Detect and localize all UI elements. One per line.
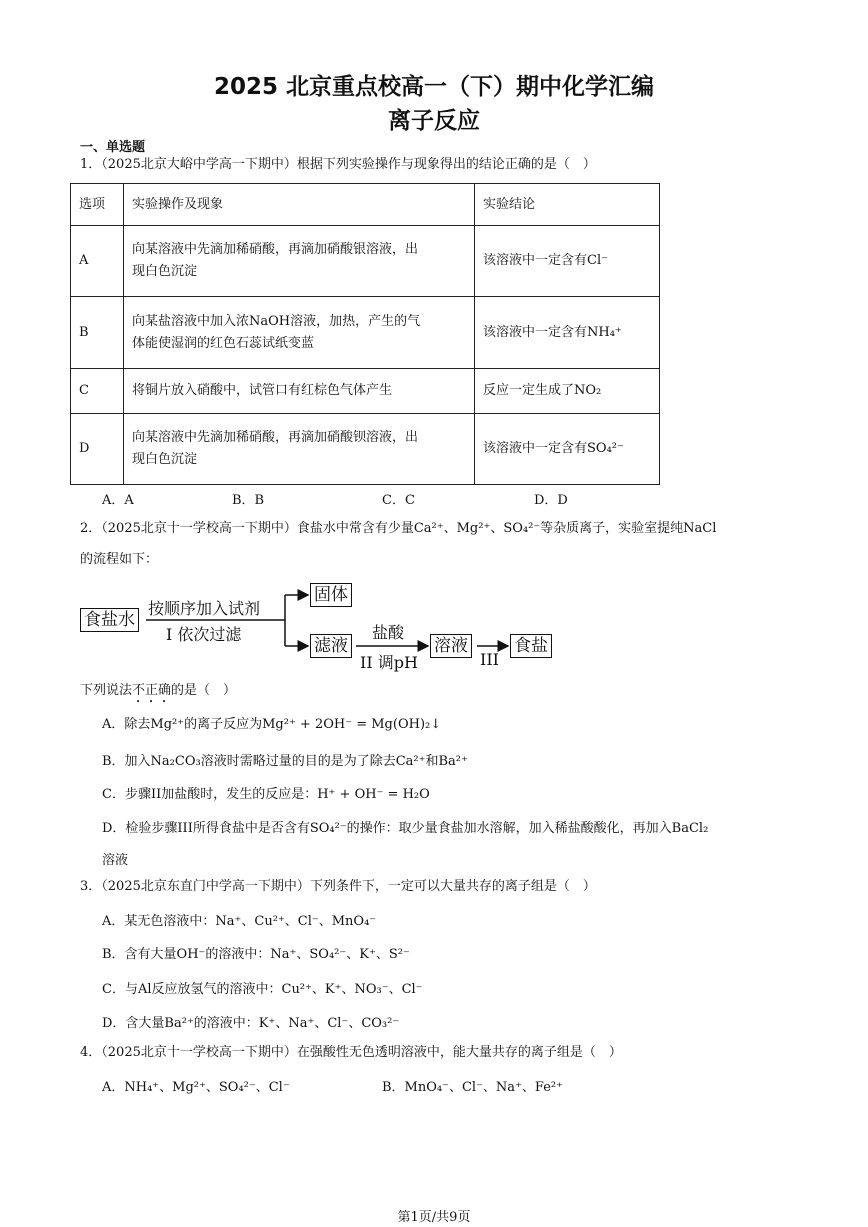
q1-table <box>70 183 660 485</box>
q1-choice: A．A <box>102 493 134 508</box>
q4-stem: 4．（2025北京十一学校高一下期中）在强酸性无色透明溶液中，能大量共存的离子组是（ ） <box>80 1045 622 1060</box>
q2-option-d-cont: 溶液 <box>102 853 129 868</box>
q2-option-a: A．除去Mg²⁺的离子反应为Mg²⁺ + 2OH⁻ = Mg(OH)₂↓ <box>102 717 442 732</box>
section-heading: 一、单选题 <box>80 140 146 155</box>
conclusion-cell: 该溶液中一定含有NH₄⁺ <box>475 297 660 369</box>
operation-line: 向某溶液中先滴加稀硝酸，再滴加硝酸钡溶液，出 <box>132 430 419 445</box>
q1-choice: B．B <box>232 493 265 508</box>
flow-start-box: 食盐水 <box>80 608 139 632</box>
flow-solid-box: 固体 <box>310 583 352 607</box>
flow-filtrate-box: 滤液 <box>310 634 352 658</box>
header-cell: 实验操作及现象 <box>124 184 475 226</box>
conclusion-cell: 该溶液中一定含有Cl⁻ <box>475 226 660 297</box>
q2-question-post: 的是（ ） <box>171 683 237 698</box>
flow-diagram <box>80 580 560 670</box>
option-cell: C <box>71 369 124 414</box>
q1-choice: D．D <box>534 493 568 508</box>
operation-cell: 将铜片放入硝酸中，试管口有红棕色气体产生 <box>124 369 475 414</box>
operation-line: 体能使湿润的红色石蕊试纸变蓝 <box>132 335 315 351</box>
q2-option-c: C．步骤II加盐酸时，发生的反应是：H⁺ + OH⁻ = H₂O <box>102 787 430 802</box>
table-row <box>71 414 660 485</box>
operation-line: 向某盐溶液中加入浓NaOH溶液，加热，产生的气 <box>132 313 421 329</box>
q2-stem: 2．（2025北京十一学校高一下期中）食盐水中常含有少量Ca²⁺、Mg²⁺、SO₄²⁻等杂质离子，实验室提纯NaCl <box>80 521 717 536</box>
operation-line: 向某溶液中先滴加稀硝酸，再滴加硝酸银溶液，出 <box>132 242 419 257</box>
flow-step3-label: III <box>480 650 499 669</box>
q2-option-b: B．加入Na₂CO₃溶液时需略过量的目的是为了除去Ca²⁺和Ba²⁺ <box>102 754 468 769</box>
option-cell: A <box>71 226 124 297</box>
operation-cell <box>124 226 475 297</box>
operation-cell <box>124 297 475 369</box>
flow-solution-box: 溶液 <box>430 634 472 658</box>
page-subtitle: 离子反应 <box>388 108 480 134</box>
q2-question-emphasis: 不正确 <box>132 683 172 698</box>
q2-question-pre: 下列说法 <box>80 683 133 698</box>
q3-option-b: B．含有大量OH⁻的溶液中：Na⁺、SO₄²⁻、K⁺、S²⁻ <box>102 947 410 962</box>
q2-option-d: D．检验步骤III所得食盐中是否含有SO₄²⁻的操作：取少量食盐加水溶解，加入稀盐酸酸化，再加入BaCl₂ <box>102 821 709 836</box>
q1-stem: 1．（2025北京大峪中学高一下期中）根据下列实验操作与现象得出的结论正确的是（ ） <box>80 157 596 172</box>
flow-step2-label: 盐酸 <box>372 623 405 642</box>
operation-cell <box>124 414 475 485</box>
flow-step1-sublabel: I 依次过滤 <box>166 625 242 644</box>
header-cell: 实验结论 <box>475 184 660 226</box>
page-title: 2025 北京重点校高一（下）期中化学汇编 <box>213 74 655 100</box>
page-footer: 第1页/共9页 <box>397 1210 471 1225</box>
operation-line: 现白色沉淀 <box>132 452 198 467</box>
table-header-row <box>71 184 660 226</box>
option-cell: D <box>71 414 124 485</box>
table-row <box>71 297 660 369</box>
q4-option-b: B．MnO₄⁻、Cl⁻、Na⁺、Fe²⁺ <box>382 1080 563 1095</box>
q4-option-a: A．NH₄⁺、Mg²⁺、SO₄²⁻、Cl⁻ <box>102 1080 290 1095</box>
q3-option-a: A．某无色溶液中：Na⁺、Cu²⁺、Cl⁻、MnO₄⁻ <box>102 914 377 929</box>
table-row <box>71 369 660 414</box>
conclusion-cell: 反应一定生成了NO₂ <box>475 369 660 414</box>
conclusion-cell: 该溶液中一定含有SO₄²⁻ <box>475 414 660 485</box>
flow-end-box: 食盐 <box>510 634 552 658</box>
q2-question <box>80 682 236 706</box>
q3-option-d: D．含大量Ba²⁺的溶液中：K⁺、Na⁺、Cl⁻、CO₃²⁻ <box>102 1016 400 1031</box>
q3-option-c: C．与Al反应放氢气的溶液中：Cu²⁺、K⁺、NO₃⁻、Cl⁻ <box>102 982 423 997</box>
operation-line: 现白色沉淀 <box>132 264 198 279</box>
q1-choice: C．C <box>382 493 415 508</box>
flow-step1-label: 按顺序加入试剂 <box>148 599 261 618</box>
table-row <box>71 226 660 297</box>
option-cell: B <box>71 297 124 369</box>
header-cell: 选项 <box>71 184 124 226</box>
q3-stem: 3．（2025北京东直门中学高一下期中）下列条件下，一定可以大量共存的离子组是（ ） <box>80 879 596 894</box>
q2-stem-cont: 的流程如下： <box>80 552 159 567</box>
flow-step2-sublabel: II 调pH <box>360 653 418 672</box>
